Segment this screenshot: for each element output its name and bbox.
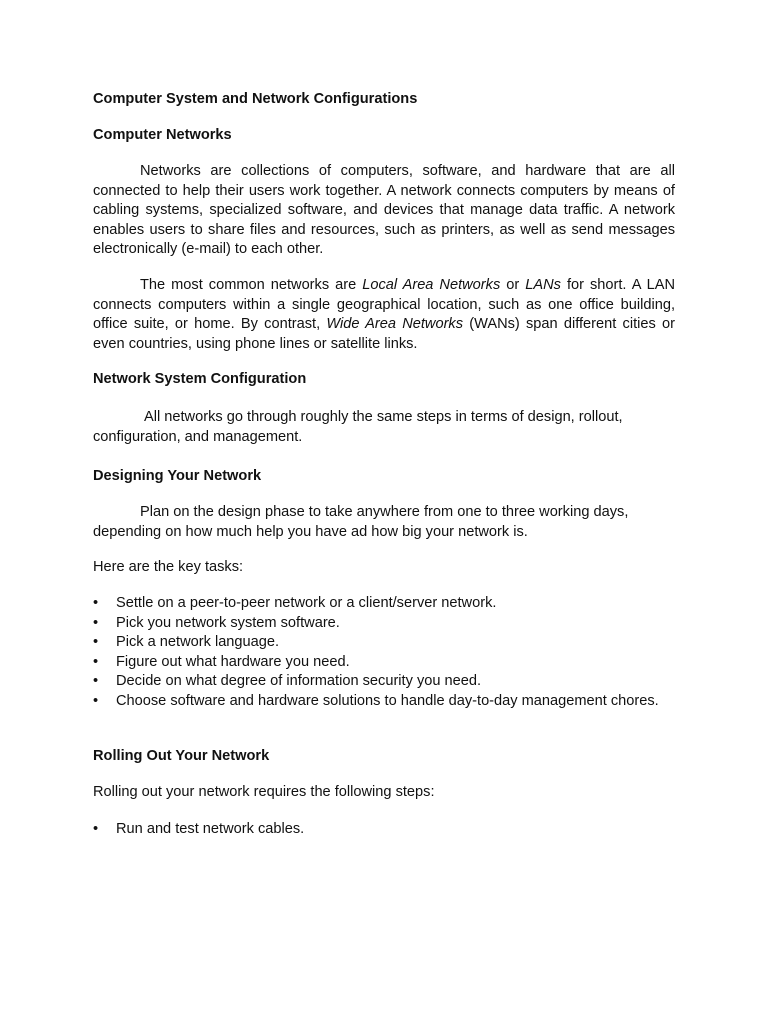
- rollout-steps-list: [93, 820, 675, 840]
- term-lans: LANs: [525, 277, 561, 293]
- text-run: or: [500, 277, 526, 293]
- list-item: [93, 820, 661, 840]
- term-local-area-networks: Local Area Networks: [362, 277, 501, 293]
- bullet-icon: •: [93, 673, 99, 689]
- bullet-icon: •: [93, 821, 99, 837]
- list-item: [93, 633, 661, 653]
- list-item: [93, 653, 661, 673]
- key-tasks-list: [93, 594, 675, 711]
- term-wide-area-networks: Wide Area Networks: [326, 316, 464, 332]
- paragraph-network-steps: All networks go through roughly the same steps in terms of design, rollout, configuration, and management.: [93, 409, 623, 445]
- list-item: [93, 692, 661, 712]
- paragraph-key-tasks-intro: Here are the key tasks:: [93, 559, 244, 575]
- paragraph-networks-intro: Networks are collections of computers, software, and hardware that are all connected to help their users work together. A network connects computers by means of cabling systems, specialized software, and devices that manage data traffic. A network enables users to share files and resources, such as printers, as well as send messages electronically (e-mail) to each other.: [93, 163, 675, 257]
- paragraph-rollout-intro: Rolling out your network requires the following steps:: [93, 784, 435, 800]
- list-item-text: Run and test network cables.: [116, 821, 305, 837]
- list-item: [93, 672, 661, 692]
- list-item-text: Decide on what degree of information security you need.: [116, 673, 482, 689]
- text-run: for short. A LAN connects computers within a single geographical location, such as one office building, office suite, or home. By contrast,: [93, 277, 676, 332]
- paragraph-design-phase: Plan on the design phase to take anywhere from one to three working days, depending on how much help you have ad how big your network is.: [93, 504, 629, 540]
- section-heading-computer-networks: Computer Networks: [93, 127, 232, 143]
- paragraph-lan-wan: [93, 276, 675, 354]
- list-item: [93, 614, 661, 634]
- text-run: The most common networks are: [140, 277, 363, 293]
- text-run: (WANs) span different cities or even countries, using phone lines or satellite links.: [93, 316, 675, 352]
- list-item: [93, 594, 661, 614]
- list-item-text: Settle on a peer-to-peer network or a client/server network.: [116, 595, 497, 611]
- bullet-icon: •: [93, 614, 99, 631]
- list-item-text: Figure out what hardware you need.: [116, 653, 350, 670]
- list-item-text: Pick a network language.: [116, 634, 280, 650]
- bullet-icon: •: [93, 634, 99, 650]
- section-heading-rolling-out-your-network: Rolling Out Your Network: [93, 748, 270, 764]
- section-heading-designing-your-network: Designing Your Network: [93, 468, 262, 484]
- document-title: Computer System and Network Configurations: [93, 91, 418, 107]
- bullet-icon: •: [93, 653, 99, 670]
- list-item-text: Pick you network system software.: [116, 614, 340, 631]
- bullet-icon: •: [93, 692, 99, 709]
- list-item-text: Choose software and hardware solutions to handle day-to-day management chores.: [116, 692, 659, 709]
- bullet-icon: •: [93, 595, 99, 611]
- section-heading-network-system-configuration: Network System Configuration: [93, 371, 307, 387]
